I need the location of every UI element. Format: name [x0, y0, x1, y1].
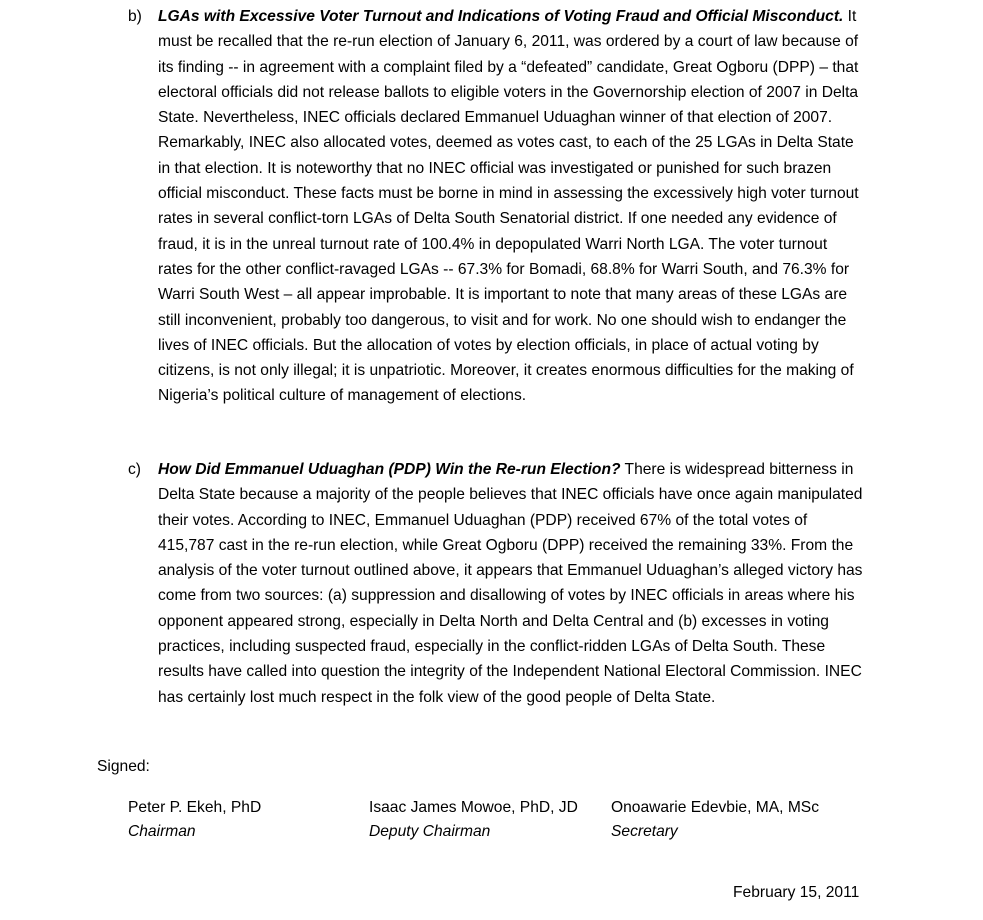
signatory-name: Onoawarie Edevbie, MA, MSc	[611, 799, 820, 816]
document-date: February 15, 2011	[733, 884, 860, 901]
signed-label: Signed:	[97, 758, 150, 775]
section-c-marker: c)	[128, 461, 141, 478]
section-b-paragraph	[158, 4, 863, 409]
section-b-marker: b)	[128, 8, 142, 25]
signatory-title: Chairman	[128, 823, 196, 840]
signatory-chairman	[128, 796, 261, 844]
signatory-name: Peter P. Ekeh, PhD	[128, 799, 262, 816]
section-c-heading: How Did Emmanuel Uduaghan (PDP) Win the Re-run Election?	[158, 461, 621, 478]
signatory-name: Isaac James Mowoe, PhD, JD	[369, 799, 578, 816]
signatory-title: Secretary	[611, 823, 678, 840]
signatory-secretary	[611, 796, 819, 844]
section-b-body: It must be recalled that the re-run election of January 6, 2011, was ordered by a court of law because of its finding -- in agreement with a complaint filed by a “defeated” candidate, Great Ogboru (DPP) – that electoral officials did not release ballots to eligible voters in the Governorship election of 2007 in Delta State. Nevertheless, INEC officials declared Emmanuel Uduaghan winner of that election of 2007. Remarkably, INEC also allocated votes, deemed as votes cast, to each of the 25 LGAs in Delta State in that election. It is noteworthy that no INEC official was investigated or punished for such brazen official misconduct. These facts must be borne in mind in assessing the excessively high voter turnout rates in several conflict-torn LGAs of Delta South Senatorial district. If one needed any evidence of fraud, it is in the unreal turnout rate of 100.4% in depopulated Warri North LGA. The voter turnout rates for the other conflict-ravaged LGAs -- 67.3% for Bomadi, 68.8% for Warri South, and 76.3% for Warri South West – all appear improbable. It is important to note that many areas of these LGAs are still inconvenient, probably too dangerous, to visit and for work. No one should wish to endanger the lives of INEC officials. But the allocation of votes by election officials, in place of actual voting by citizens, is not only illegal; it is unpatriotic. Moreover, it creates enormous difficulties for the making of Nigeria’s political culture of management of elections.	[158, 8, 859, 405]
section-c-body: There is widespread bitterness in Delta State because a majority of the people believes that INEC officials have once again manipulated their votes. According to INEC, Emmanuel Uduaghan (PDP) received 67% of the total votes of 415,787 cast in the re-run election, while Great Ogboru (DPP) received the remaining 33%. From the analysis of the voter turnout outlined above, it appears that Emmanuel Uduaghan’s alleged victory has come from two sources: (a) suppression and disallowing of votes by INEC officials in areas where his opponent appeared strong, especially in Delta North and Delta Central and (b) excesses in voting practices, including suspected fraud, especially in the conflict-ridden LGAs of Delta South. These results have called into question the integrity of the Independent National Electoral Commission. INEC has certainly lost much respect in the folk view of the good people of Delta State.	[158, 461, 863, 706]
section-c-paragraph	[158, 457, 863, 710]
signatory-title: Deputy Chairman	[369, 823, 491, 840]
section-b-heading: LGAs with Excessive Voter Turnout and Indications of Voting Fraud and Official Misconduct.	[158, 8, 844, 25]
signatory-deputy-chairman	[369, 796, 578, 844]
